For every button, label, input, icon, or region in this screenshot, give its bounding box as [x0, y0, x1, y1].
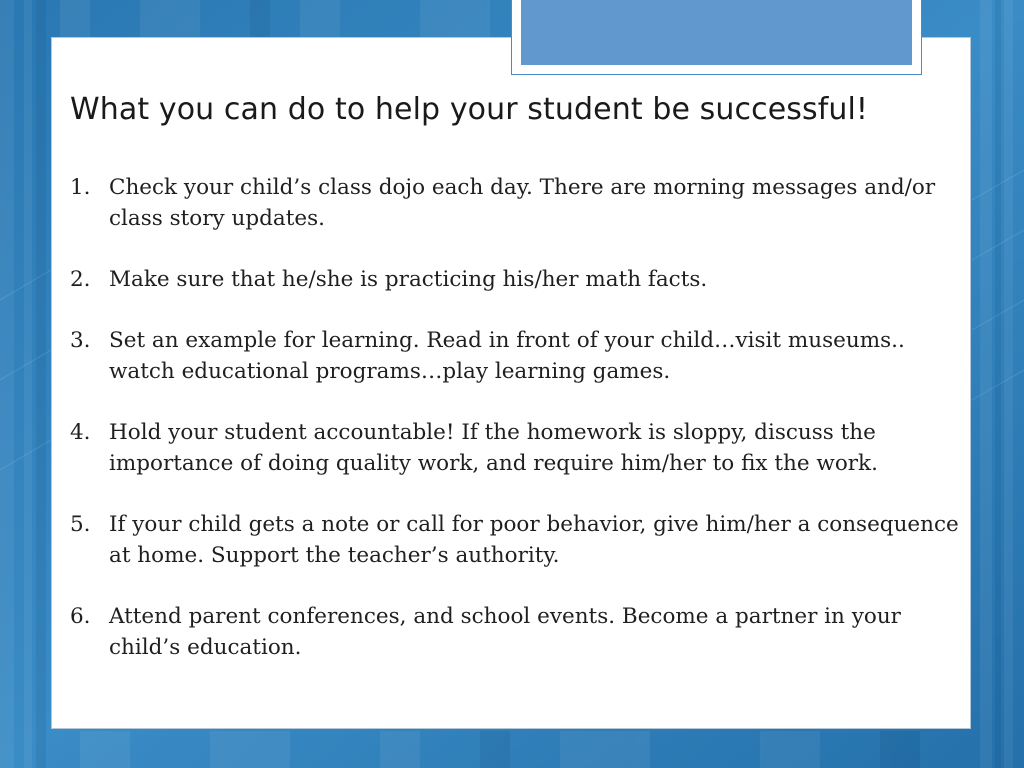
header-accent-tab: [511, 0, 922, 75]
slide-title: What you can do to help your student be successful!: [70, 92, 869, 127]
step-number: 6.: [70, 604, 91, 629]
step-item-5: [70, 509, 960, 571]
step-item-1: [70, 172, 960, 234]
steps-list: [70, 172, 960, 693]
step-item-2: [70, 264, 960, 295]
step-item-3: [70, 325, 960, 387]
step-number: 4.: [70, 420, 91, 445]
step-text: Make sure that he/she is practicing his/her math facts.: [109, 267, 708, 292]
step-number: 1.: [70, 175, 91, 200]
step-item-6: [70, 601, 960, 663]
step-text: Hold your student accountable! If the homework is sloppy, discuss the importance of doing quality work, and require him/her to fix the work.: [109, 420, 878, 476]
step-text: Set an example for learning. Read in front of your child…visit museums.. watch educational programs…play learning games.: [109, 328, 905, 384]
step-item-4: [70, 417, 960, 479]
step-number: 3.: [70, 328, 91, 353]
step-number: 5.: [70, 512, 91, 537]
step-text: Check your child’s class dojo each day. There are morning messages and/or class story updates.: [109, 175, 936, 231]
header-accent-fill: [521, 0, 912, 65]
step-number: 2.: [70, 267, 91, 292]
step-text: If your child gets a note or call for poor behavior, give him/her a consequence at home. Support the teacher’s authority.: [109, 512, 959, 568]
step-text: Attend parent conferences, and school events. Become a partner in your child’s education.: [109, 604, 901, 660]
